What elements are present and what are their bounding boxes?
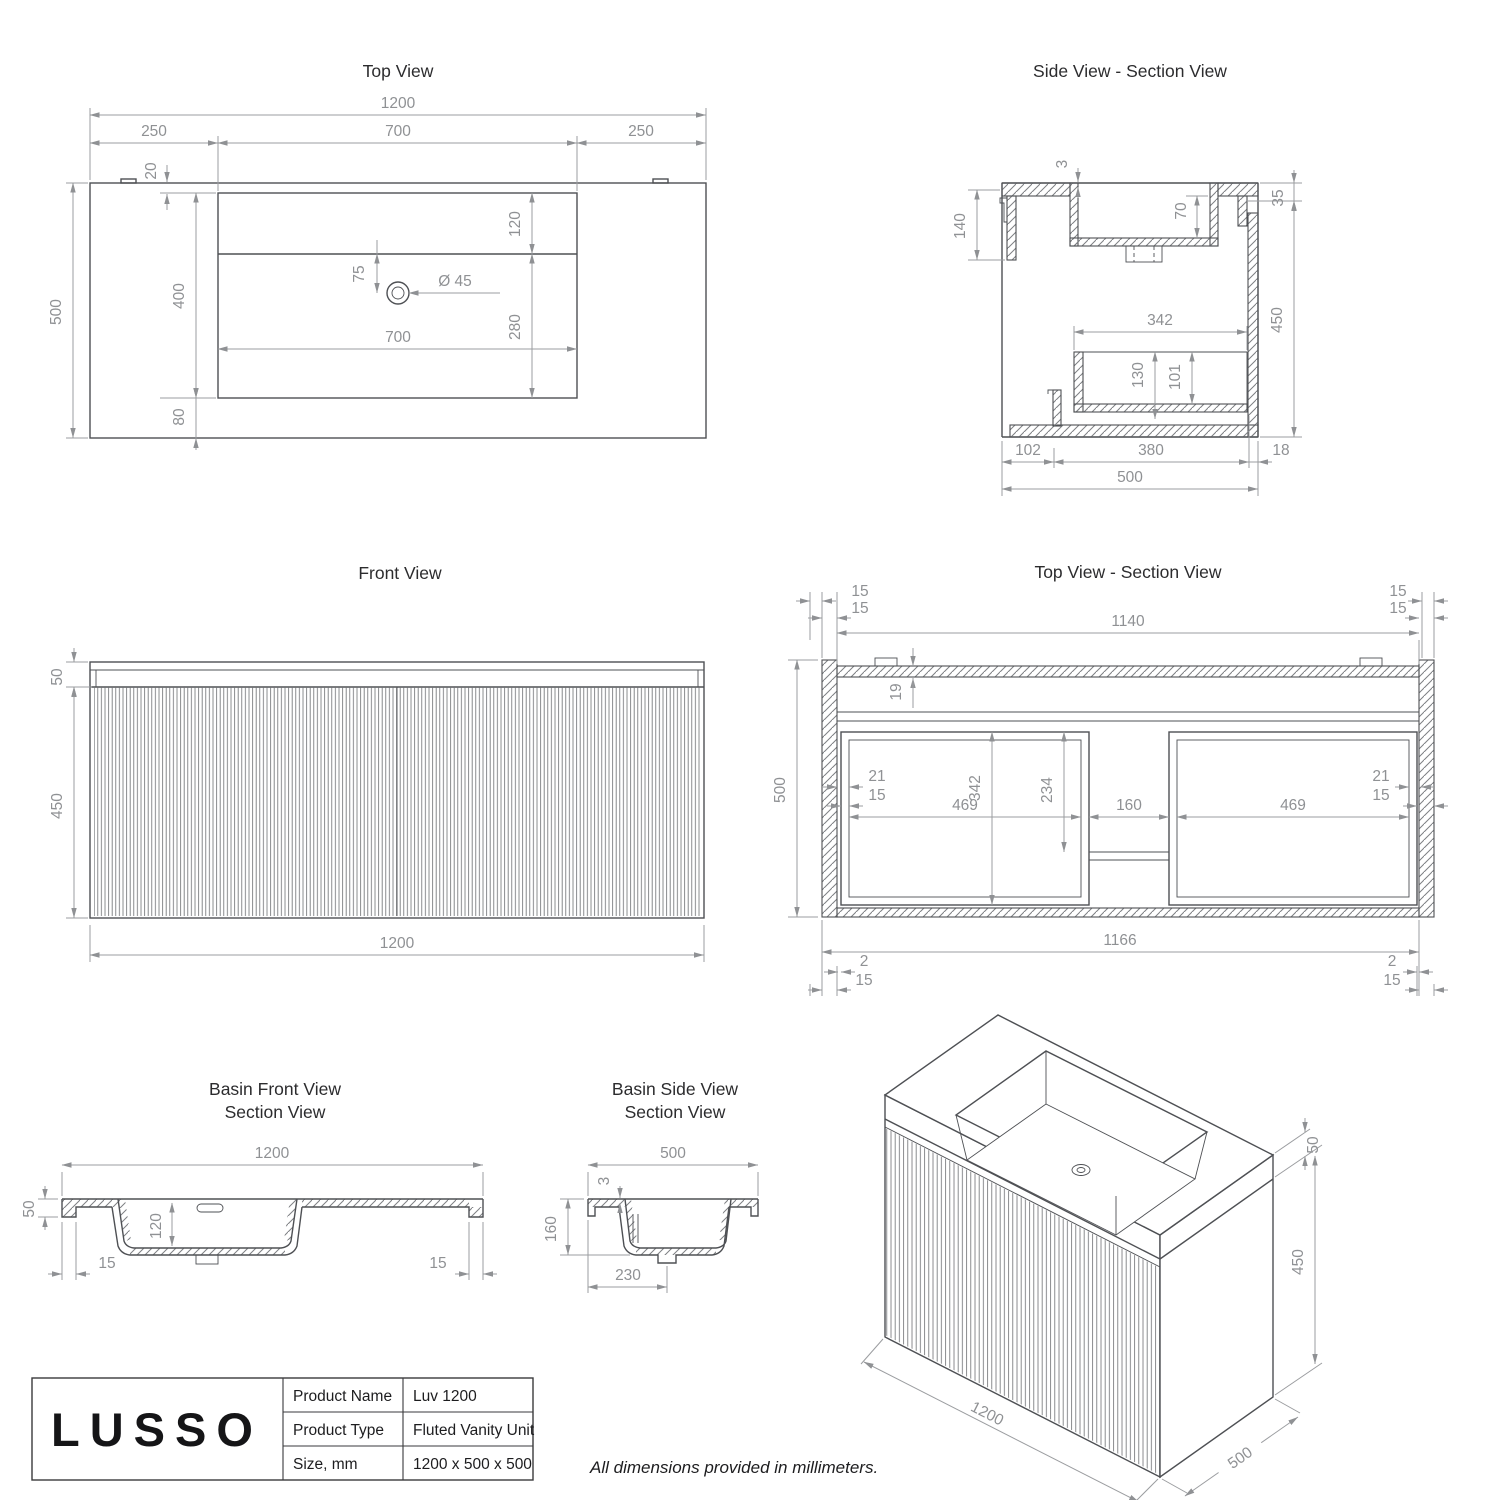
dim-label: 15: [429, 1255, 447, 1272]
dim-label: 450: [1290, 1249, 1307, 1275]
side-section-view: [952, 61, 1302, 496]
dim-label: 15: [851, 600, 869, 617]
dim-label: 80: [171, 408, 188, 426]
isometric-view: [861, 1015, 1322, 1500]
dim-label: 15: [851, 583, 869, 600]
dim-label: 15: [868, 787, 886, 804]
dim-label: 3: [596, 1176, 613, 1186]
table-row-label: Size, mm: [293, 1456, 358, 1473]
dim-label: 3: [1054, 159, 1071, 169]
view-title-line2: Section View: [224, 1102, 326, 1122]
dim-label: 500: [48, 299, 65, 325]
dim-label: 18: [1272, 442, 1290, 459]
dim-label: 19: [888, 683, 905, 701]
table-row-value: 1200 x 500 x 500: [413, 1456, 532, 1473]
table-row-label: Product Name: [293, 1388, 393, 1405]
dim-label: 20: [143, 162, 160, 180]
fluted-panel: [94, 687, 702, 916]
dim-label: 342: [967, 775, 984, 801]
dim-label: 2: [859, 953, 869, 970]
dim-label: 21: [1372, 768, 1390, 785]
dim-label-drain-diameter: Ø 45: [438, 273, 472, 290]
dim-label: 1200: [379, 935, 415, 952]
dim-label: 15: [1372, 787, 1390, 804]
front-view: [49, 563, 704, 962]
dim-label: 1200: [254, 1145, 290, 1162]
view-title: Top View - Section View: [1034, 562, 1222, 582]
dim-label: 15: [98, 1255, 116, 1272]
dim-label: 450: [1269, 307, 1286, 333]
top-section-view: [772, 562, 1448, 996]
dim-label: 15: [1389, 600, 1407, 617]
dim-label: 250: [628, 123, 654, 140]
dim-label: 120: [507, 211, 524, 237]
dim-label: 2: [1387, 953, 1397, 970]
dim-label: 160: [1116, 797, 1142, 814]
dim-label: 342: [1147, 312, 1173, 329]
dim-label: 15: [855, 972, 873, 989]
dim-label: 50: [21, 1200, 38, 1218]
view-title: Side View - Section View: [1033, 61, 1227, 81]
dim-label: 120: [148, 1213, 165, 1239]
dim-label: 500: [772, 777, 789, 803]
dim-label: 380: [1138, 442, 1164, 459]
table-row-value: Fluted Vanity Unit: [413, 1422, 535, 1439]
lusso-logo: LUSSO: [51, 1403, 263, 1456]
dim-label: 1200: [380, 95, 416, 112]
view-title: Front View: [358, 563, 442, 583]
dim-label: 500: [1117, 469, 1143, 486]
view-title: Basin Front View: [209, 1079, 341, 1099]
dim-label: 700: [385, 329, 411, 346]
dim-label: 230: [615, 1267, 641, 1284]
dim-label: 50: [49, 668, 66, 686]
dim-label: 234: [1039, 777, 1056, 803]
dim-label: 50: [1305, 1136, 1322, 1154]
table-row-label: Product Type: [293, 1422, 385, 1439]
dim-label: 140: [952, 213, 969, 239]
dim-label: 15: [1389, 583, 1407, 600]
basin-side-view: [543, 1079, 758, 1293]
dim-label: 280: [507, 314, 524, 340]
basin-front-view: [21, 1079, 497, 1280]
dim-label: 160: [543, 1216, 560, 1242]
dim-label: 102: [1015, 442, 1041, 459]
view-title-line2: Section View: [624, 1102, 726, 1122]
title-block: [32, 1378, 878, 1480]
dim-label: 450: [49, 793, 66, 819]
dim-label: 400: [171, 283, 188, 309]
dim-label: 130: [1130, 362, 1147, 388]
dim-label: 1166: [1103, 932, 1137, 949]
dim-label: 35: [1270, 189, 1287, 207]
dim-label: 700: [385, 123, 411, 140]
dim-label: 70: [1173, 202, 1190, 220]
dim-label: 250: [141, 123, 167, 140]
dim-label: 15: [1383, 972, 1401, 989]
dim-label: 500: [660, 1145, 686, 1162]
table-row-value: Luv 1200: [413, 1388, 477, 1405]
dim-label: 21: [868, 768, 886, 785]
dim-label: 500: [1224, 1443, 1256, 1473]
dim-label: 469: [1280, 797, 1306, 814]
dim-label: 469: [952, 797, 978, 814]
dim-label: 75: [351, 265, 368, 283]
top-view: [48, 61, 706, 450]
dim-label: 1200: [967, 1398, 1007, 1430]
dim-label: 1140: [1111, 613, 1145, 630]
view-title: Basin Side View: [611, 1079, 739, 1099]
dimensions-footnote: All dimensions provided in millimeters.: [590, 1458, 879, 1477]
view-title: Top View: [362, 61, 434, 81]
dim-label: 101: [1167, 364, 1184, 390]
